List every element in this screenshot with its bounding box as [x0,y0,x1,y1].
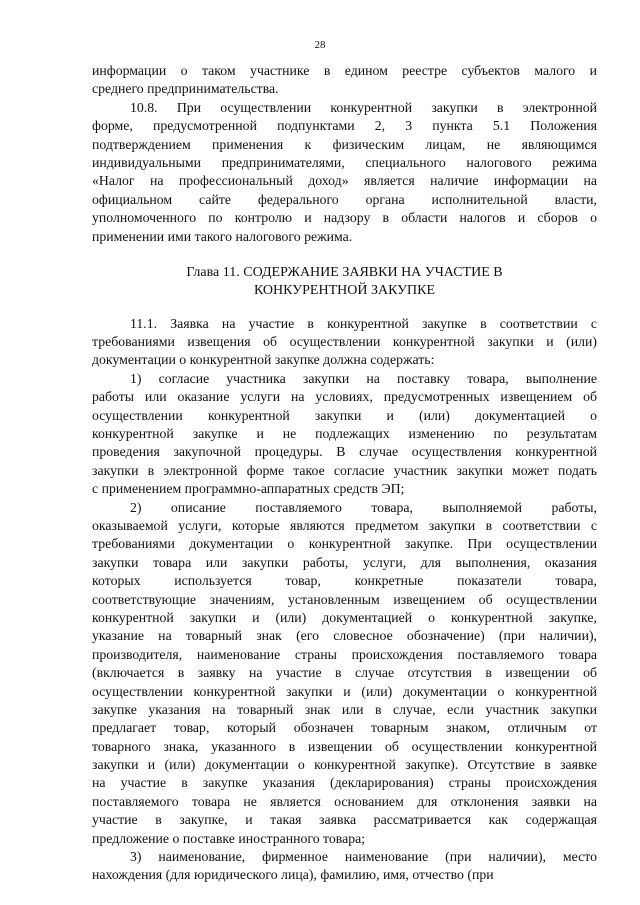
text-line: 11.1. Заявка на участие в конкурентной закупке в соответствии с [130,315,597,331]
text-line: официальном сайте федерального органа исполнительной власти, [92,191,597,207]
text-line: проведения закупочной процедуры. В случае осуществления конкурентной [92,444,597,460]
paragraph [92,370,597,499]
text-line: 2) описание поставляемого товара, выполняемой работы, [130,499,597,515]
text-line: (включается в заявку на участие в случае отсутствия в извещении об [92,665,597,681]
text-line: индивидуальными предпринимателями, специального налогового режима [92,154,597,170]
text-line: подтверждением применения к физическим лицам, не являющимся [92,136,597,152]
text-line: которых используется товар, конкретные показатели товара, [92,573,597,589]
text-line: предлагает товар, который обозначен товарным знаком, отличным от [92,720,597,736]
text-line: 1) согласие участника закупки на поставку товара, выполнение [130,370,597,386]
text-line: «Налог на профессиональный доход» является наличие информации на [92,173,597,189]
text-line: документации о конкурентной закупке должна содержать: [92,352,435,368]
text-line: оказываемой услуги, которые являются предметом закупки в соответствии с [92,517,597,533]
chapter-heading [92,264,597,301]
text-line: закупки в электронной форме такое согласие участник закупки может подать [92,462,597,478]
text-line: закупке указания на товарный знак или в случае, если участник закупки [92,701,597,717]
text-line: требованиями документации о конкурентной закупке. При осуществлении [92,536,597,552]
text-line: осуществлении конкурентной закупки и (или) документации о конкурентной [92,683,597,699]
text-line: требованиями извещения об осуществлении конкурентной закупки и (или) [92,334,597,350]
text-line: уполномоченного по контролю и надзору в области налогов и сборов о [92,210,597,226]
block-spacer [92,301,597,315]
paragraph [92,848,597,885]
paragraph [92,499,597,848]
paragraph [92,315,597,370]
text-line: информации о таком участнике в едином реестре субъектов малого и [92,63,597,78]
text-line: с применением программно-аппаратных средств ЭП; [92,481,405,497]
text-line: на участие в закупке указания (декларирования) страны происхождения [92,775,597,791]
text-line: 3) наименование, фирменное наименование (при наличии), место [130,849,597,865]
text-line: 10.8. При осуществлении конкурентной закупки в электронной [130,99,597,115]
text-line: соответствующие значениям, установленным извещением об осуществлении [92,591,597,607]
text-line: товарного знака, указанного в извещении об осуществлении конкурентной [92,738,597,754]
text-line: применении ими такого налогового режима. [92,228,353,244]
paragraph [92,99,597,246]
text-line: конкурентной закупке и не подлежащих изменению по результатам [92,426,597,442]
document-body [92,62,597,885]
heading-line: КОНКУРЕНТНОЙ ЗАКУПКЕ [253,283,436,299]
block-spacer [92,246,597,264]
text-line: поставляемого товара не является основанием для отклонения заявки на [92,793,597,809]
text-line: работы или оказание услуги на условиях, предусмотренных извещением об [92,389,597,405]
text-line: производителя, наименование страны происхождения поставляемого товара [92,646,597,662]
text-line: участие в закупке, и такая заявка рассматривается как содержащая [92,812,597,828]
text-line: закупки товара или закупки работы, услуги, для выполнения, оказания [92,554,597,570]
text-line: среднего предпринимательства. [92,81,279,97]
text-line: указание на товарный знак (его словесное обозначение) (при наличии), [92,628,597,644]
page-number: 28 [314,39,326,51]
heading-line: Глава 11. СОДЕРЖАНИЕ ЗАЯВКИ НА УЧАСТИЕ В [186,264,503,280]
text-line: конкурентной закупки и (или) документацией о конкурентной закупке, [92,609,597,625]
text-line: предложение о поставке иностранного товара; [92,830,366,846]
text-line: закупки и (или) документации о конкурентной закупке). Отсутствие в заявке [92,757,597,773]
text-line: осуществлении конкурентной закупки и (или) документацией о [92,407,597,423]
paragraph [92,62,597,99]
text-line: форме, предусмотренной подпунктами 2, 3 пункта 5.1 Положения [92,118,597,134]
text-line: нахождения (для юридического лица), фамилию, имя, отчество (при [92,867,494,883]
